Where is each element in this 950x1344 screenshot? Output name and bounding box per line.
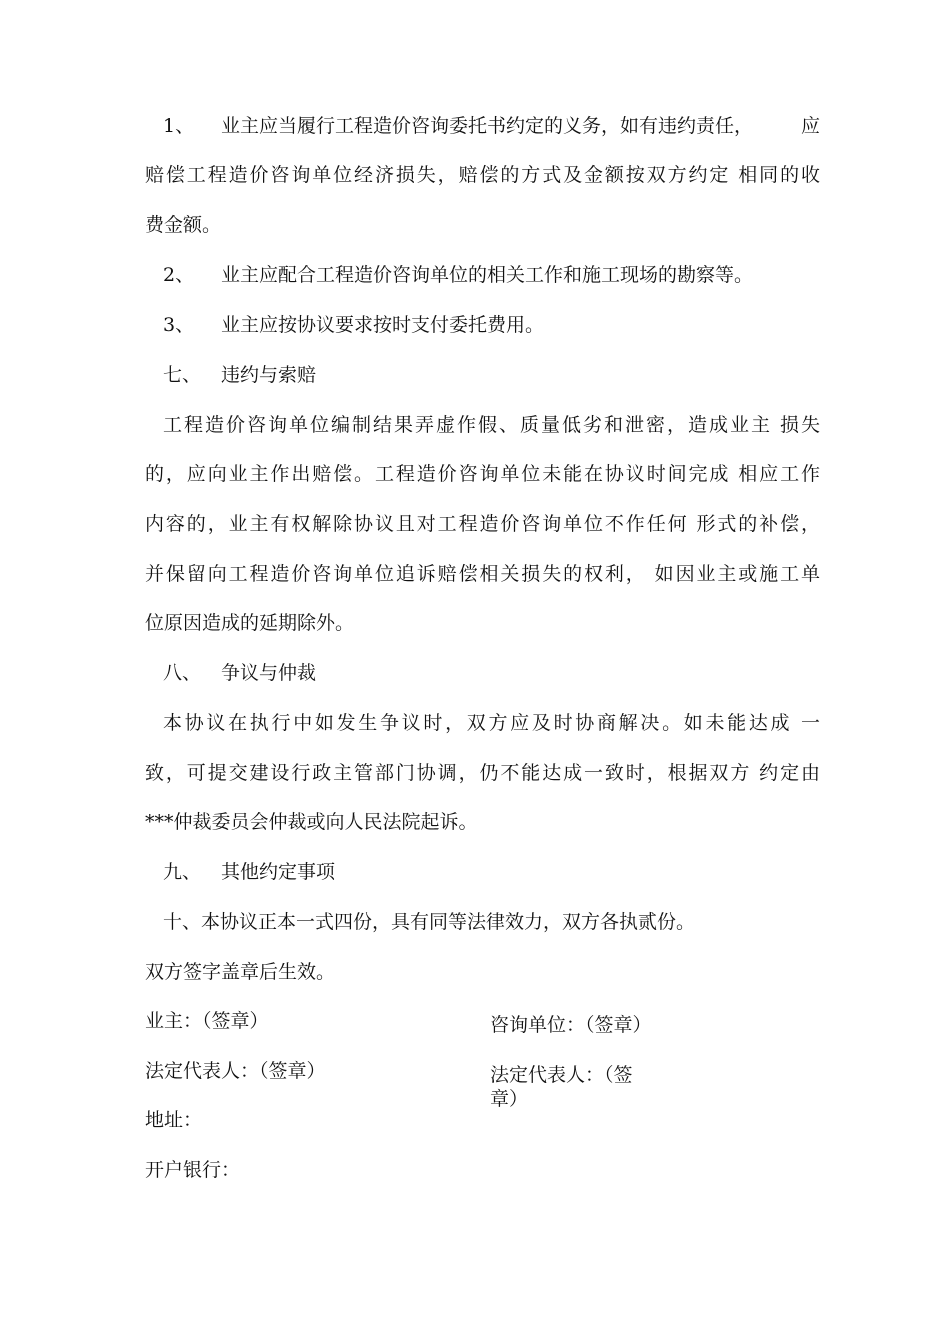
clause-1-number: 1、 [163,115,195,137]
section-7-title: 违约与索赔 [221,364,317,386]
clause-1-line-2: 赔偿工程造价咨询单位经济损失，赔偿的方式及金额按双方约定 相同的收 [145,164,820,186]
clause-3-number: 3、 [163,314,195,336]
owner-signature-label: 业主：（签章） [145,1010,269,1032]
section-9-title: 其他约定事项 [221,861,336,883]
clause-1-line-1: 业主应当履行工程造价咨询委托书约定的义务，如有违约责任， [221,115,754,137]
section-7-number: 七、 [163,364,202,386]
clause-2-text: 业主应配合工程造价咨询单位的相关工作和施工现场的勘察等。 [221,264,754,286]
section-8-number: 八、 [163,662,202,684]
effective-statement: 双方签字盖章后生效。 [145,961,336,983]
clause-2-number: 2、 [163,264,195,286]
section-8-line-3: ***仲裁委员会仲裁或向人民法院起诉。 [145,811,478,833]
section-9-number: 九、 [163,861,202,883]
consultant-representative-label-line-2: 章） [490,1088,529,1110]
clause-1-line-1-end: 应 [801,115,821,137]
clause-3-text: 业主应按协议要求按时支付委托费用。 [221,314,545,336]
section-8-line-1: 本协议在执行中如发生争议时，双方应及时协商解决。如未能达成 一 [163,712,820,734]
section-7-line-5: 位原因造成的延期除外。 [145,612,355,634]
address-label: 地址： [145,1109,203,1131]
section-7-line-1: 工程造价咨询单位编制结果弄虚作假、质量低劣和泄密，造成业主 损失 [163,414,820,436]
section-7-line-2: 的，应向业主作出赔偿。工程造价咨询单位未能在协议时间完成 相应工作 [145,463,820,485]
owner-representative-label: 法定代表人：（签章） [145,1060,326,1082]
consultant-representative-label-line-1: 法定代表人：（签 [490,1064,633,1086]
bank-label: 开户银行： [145,1159,241,1181]
section-10-text: 十、本协议正本一式四份，具有同等法律效力，双方各执贰份。 [163,911,696,933]
clause-1-line-3: 费金额。 [145,214,222,236]
section-7-line-3: 内容的，业主有权解除协议且对工程造价咨询单位不作任何 形式的补偿， [145,513,820,535]
section-8-title: 争议与仲裁 [221,662,317,684]
consultant-signature-label: 咨询单位：（签章） [490,1014,652,1036]
section-7-line-4: 并保留向工程造价咨询单位追诉赔偿相关损失的权利， 如因业主或施工单 [145,563,820,585]
section-8-line-2: 致，可提交建设行政主管部门协调，仍不能达成一致时，根据双方 约定由 [145,762,820,784]
